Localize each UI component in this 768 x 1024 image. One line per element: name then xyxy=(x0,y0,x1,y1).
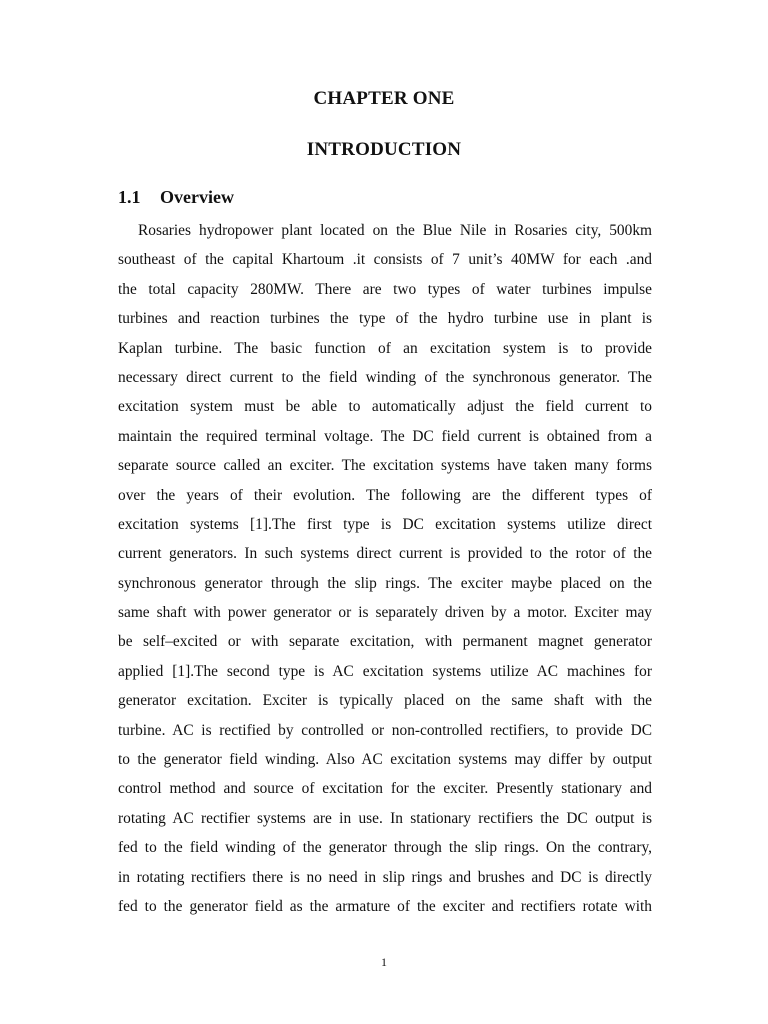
paragraph-line: control method and source of excitation for the exciter. Presently stationary and xyxy=(118,780,652,798)
paragraph-line: over the years of their evolution. The following are the different types of xyxy=(118,486,652,504)
section-number: 1.1 xyxy=(118,187,141,207)
paragraph-line: turbines and reaction turbines the type of the hydro turbine use in plant is xyxy=(118,310,652,328)
chapter-heading: CHAPTER ONE xyxy=(313,88,455,109)
paragraph-line: rotating AC rectifier systems are in use. In stationary rectifiers the DC output is xyxy=(118,809,652,827)
paragraph-line: to the generator field winding. Also AC excitation systems may differ by output xyxy=(118,751,652,769)
chapter-title: INTRODUCTION xyxy=(306,139,462,160)
paragraph-line: fed to the generator field as the armature of the exciter and rectifiers rotate with xyxy=(118,897,652,915)
body-paragraph xyxy=(118,216,652,921)
paragraph-line: generator excitation. Exciter is typically placed on the same shaft with the xyxy=(118,692,652,710)
paragraph-line: southeast of the capital Khartoum .it consists of 7 unit’s 40MW for each .and xyxy=(118,251,652,269)
section-heading xyxy=(118,187,234,208)
paragraph-line: maintain the required terminal voltage. The DC field current is obtained from a xyxy=(118,427,652,445)
paragraph-line: Kaplan turbine. The basic function of an excitation system is to provide xyxy=(118,339,652,357)
paragraph-line: in rotating rectifiers there is no need in slip rings and brushes and DC is directly xyxy=(118,868,652,886)
paragraph-line: excitation systems [1].The first type is DC excitation systems utilize direct xyxy=(118,515,652,533)
paragraph-line: applied [1].The second type is AC excitation systems utilize AC machines for xyxy=(118,662,652,680)
page-number: 1 xyxy=(381,955,387,969)
section-title: Overview xyxy=(160,187,234,207)
paragraph-line: fed to the field winding of the generator through the slip rings. On the contrary, xyxy=(118,839,652,857)
paragraph-line: the total capacity 280MW. There are two types of water turbines impulse xyxy=(118,280,652,298)
paragraph-line: separate source called an exciter. The excitation systems have taken many forms xyxy=(118,457,652,475)
paragraph-line: Rosaries hydropower plant located on the Blue Nile in Rosaries city, 500km xyxy=(138,222,652,239)
paragraph-line: current generators. In such systems direct current is provided to the rotor of the xyxy=(118,545,652,563)
paragraph-line: be self–excited or with separate excitation, with permanent magnet generator xyxy=(118,633,652,651)
paragraph-line: excitation system must be able to automatically adjust the field current to xyxy=(118,398,652,416)
paragraph-line: necessary direct current to the field winding of the synchronous generator. The xyxy=(118,368,652,386)
paragraph-line: same shaft with power generator or is separately driven by a motor. Exciter may xyxy=(118,604,652,622)
paragraph-line: synchronous generator through the slip rings. The exciter maybe placed on the xyxy=(118,574,652,592)
paragraph-line: turbine. AC is rectified by controlled or non-controlled rectifiers, to provide DC xyxy=(118,721,652,739)
